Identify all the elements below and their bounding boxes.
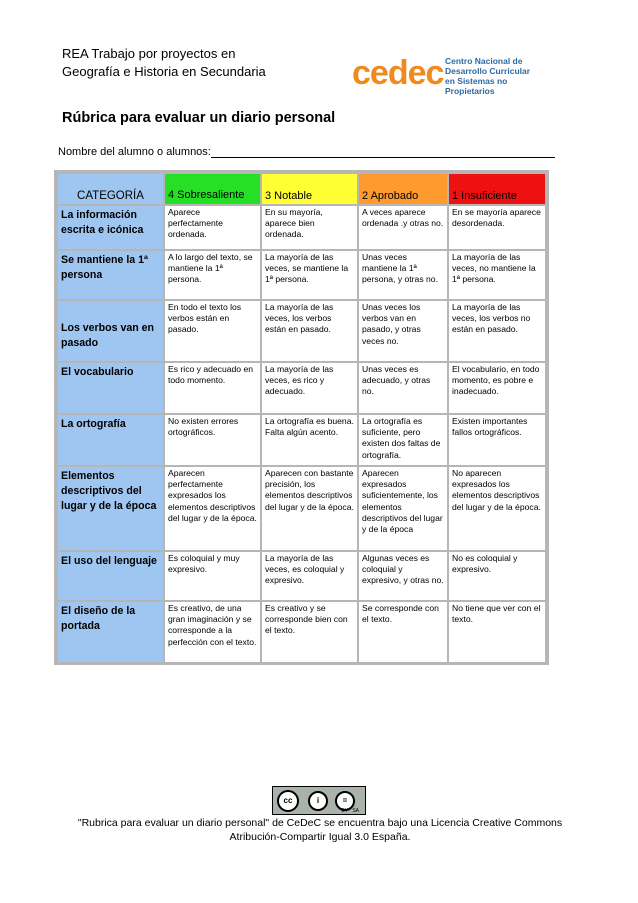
tag-by: BY xyxy=(341,808,349,814)
footer-line-1: "Rubrica para evaluar un diario personal" de CeDeC se encuentra bajo una Licencia Creative Commons xyxy=(77,817,563,829)
table-row xyxy=(58,206,545,249)
header-sobresaliente: 4 Sobresaliente xyxy=(165,174,260,204)
name-blank-line xyxy=(211,146,555,158)
student-name-field xyxy=(58,146,555,158)
cell-notable: En su mayoría, aparece bien ordenada. xyxy=(262,206,357,249)
share-alike-icon: = xyxy=(335,791,355,811)
creative-commons-badge[interactable] xyxy=(272,786,366,815)
cell-notable: La mayoría de las veces, es rico y adecuado. xyxy=(262,363,357,413)
row-category: El diseño de la portada xyxy=(58,602,163,662)
cell-sobresaliente: Es creativo, de una gran imaginación y se corresponde a la perfección con el texto. xyxy=(165,602,260,662)
rubric-table xyxy=(56,172,547,664)
logo-sub-2: Desarrollo Curricular xyxy=(445,66,531,76)
cell-notable: La mayoría de las veces, se mantiene la 1ª persona. xyxy=(262,251,357,299)
license-footer xyxy=(62,816,578,844)
document-header xyxy=(62,45,266,81)
cell-sobresaliente: A lo largo del texto, se mantiene la 1ª persona. xyxy=(165,251,260,299)
table-row xyxy=(58,602,545,662)
table-row xyxy=(58,301,545,361)
rubric-table-frame xyxy=(54,170,549,665)
cell-insuficiente: La mayoría de las veces, los verbos no están en pasado. xyxy=(449,301,545,361)
cell-sobresaliente: No existen errores ortográficos. xyxy=(165,415,260,465)
cell-aprobado: Se corresponde con el texto. xyxy=(359,602,447,662)
row-category: La ortografía xyxy=(58,415,163,465)
header-category: CATEGORÍA xyxy=(58,174,163,204)
row-category: Se mantiene la 1ª persona xyxy=(58,251,163,299)
logo-sub-3: en Sistemas no Propietarios xyxy=(445,76,508,96)
cell-aprobado: A veces aparece ordenada .y otras no. xyxy=(359,206,447,249)
header-notable: 3 Notable xyxy=(262,174,357,204)
cell-aprobado: Algunas veces es coloquial y expresivo, y otras no. xyxy=(359,552,447,600)
cell-insuficiente: No aparecen expresados los elementos descriptivos del lugar y de la época. xyxy=(449,467,545,550)
cell-sobresaliente: Es rico y adecuado en todo momento. xyxy=(165,363,260,413)
table-row xyxy=(58,552,545,600)
cell-notable: Aparecen con bastante precisión, los elementos descriptivos del lugar y de la época. xyxy=(262,467,357,550)
license-tags xyxy=(341,808,359,814)
row-category: Elementos descriptivos del lugar y de la época xyxy=(58,467,163,550)
cell-notable: La ortografía es buena. Falta algún acento. xyxy=(262,415,357,465)
cell-insuficiente: Existen importantes fallos ortográficos. xyxy=(449,415,545,465)
table-row xyxy=(58,363,545,413)
cell-insuficiente: No es coloquial y expresivo. xyxy=(449,552,545,600)
cell-aprobado: Unas veces mantiene la 1ª persona, y otras no. xyxy=(359,251,447,299)
cell-aprobado: La ortografía es suficiente, pero existen dos faltas de ortografía. xyxy=(359,415,447,465)
cell-aprobado: Unas veces es adecuado, y otras no. xyxy=(359,363,447,413)
cc-icon: cc xyxy=(277,790,299,812)
cedec-logo xyxy=(352,52,552,96)
page-title: Rúbrica para evaluar un diario personal xyxy=(62,110,336,126)
cell-notable: Es creativo y se corresponde bien con el texto. xyxy=(262,602,357,662)
cell-sobresaliente: En todo el texto los verbos están en pasado. xyxy=(165,301,260,361)
header-row xyxy=(58,174,545,204)
logo-word: cedec xyxy=(352,54,444,92)
cell-notable: La mayoría de las veces, los verbos están en pasado. xyxy=(262,301,357,361)
cell-aprobado: Aparecen expresados suficientemente, los elementos descriptivos del lugar y de la época xyxy=(359,467,447,550)
header-insuficiente: 1 Insuficiente xyxy=(449,174,545,204)
cell-insuficiente: El vocabulario, en todo momento, es pobre e inadecuado. xyxy=(449,363,545,413)
cell-aprobado: Unas veces los verbos van en pasado, y otras veces no. xyxy=(359,301,447,361)
cell-sobresaliente: Aparecen perfectamente expresados los elementos descriptivos del lugar y de la época. xyxy=(165,467,260,550)
table-row xyxy=(58,467,545,550)
cell-notable: La mayoría de las veces, es coloquial y expresivo. xyxy=(262,552,357,600)
cell-insuficiente: En se mayoría aparece desordenada. xyxy=(449,206,545,249)
cell-sobresaliente: Aparece perfectamente ordenada. xyxy=(165,206,260,249)
attribution-icon: i xyxy=(308,791,328,811)
logo-subtitle xyxy=(445,56,552,96)
table-row xyxy=(58,415,545,465)
row-category: Los verbos van en pasado xyxy=(58,301,163,361)
cell-insuficiente: No tiene que ver con el texto. xyxy=(449,602,545,662)
row-category: La información escrita e icónica xyxy=(58,206,163,249)
cell-sobresaliente: Es coloquial y muy expresivo. xyxy=(165,552,260,600)
cell-insuficiente: La mayoría de las veces, no mantiene la 1ª persona. xyxy=(449,251,545,299)
tag-sa: SA xyxy=(352,808,359,814)
footer-line-2: Atribución-Compartir Igual 3.0 España. xyxy=(229,831,411,843)
row-category: El vocabulario xyxy=(58,363,163,413)
row-category: El uso del lenguaje xyxy=(58,552,163,600)
table-row xyxy=(58,251,545,299)
name-label: Nombre del alumno o alumnos: xyxy=(58,146,211,158)
header-aprobado: 2 Aprobado xyxy=(359,174,447,204)
header-line-1: REA Trabajo por proyectos en xyxy=(62,46,236,61)
logo-sub-1: Centro Nacional de xyxy=(445,56,523,66)
header-line-2: Geografía e Historia en Secundaria xyxy=(62,64,266,79)
